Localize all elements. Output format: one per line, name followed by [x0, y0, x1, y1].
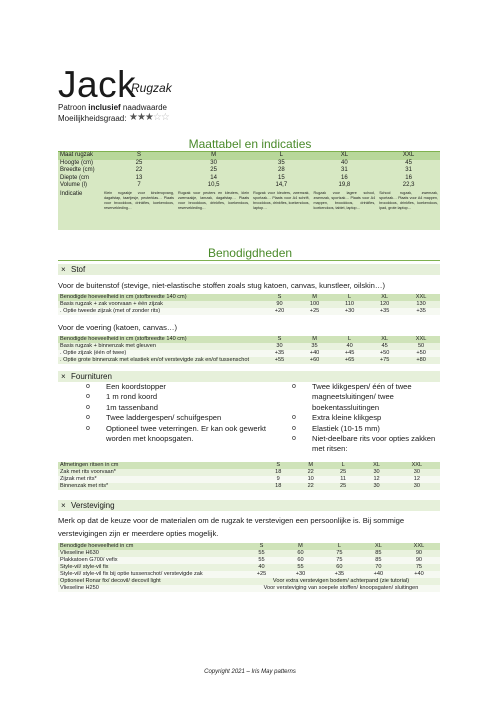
versteviging-header[interactable]: [58, 500, 440, 511]
materials-section-title: Benodigdheden: [207, 246, 293, 260]
table-cell: 75: [398, 564, 440, 571]
size-section-title: Maattabel en indicaties: [188, 137, 312, 151]
table-cell: +50: [402, 350, 440, 357]
table-cell: 13: [135, 174, 143, 181]
page-subtitle: Rugzak: [131, 81, 172, 95]
fournituren-list-left: [86, 382, 271, 444]
indication-row: [58, 190, 440, 230]
table-cell: 70: [359, 564, 398, 571]
pattern-info-suffix: naadwaarde: [120, 103, 167, 112]
table-cell: +40: [359, 571, 398, 578]
table-header-cell: XL: [359, 543, 398, 550]
table-cell: 12: [394, 476, 440, 483]
table-cell: . Optie zijzak (één of twee): [58, 350, 262, 357]
table-header-row: [58, 294, 440, 301]
table-cell: 22: [135, 167, 143, 173]
table-cell: 10,5: [207, 182, 220, 188]
table-cell: +75: [367, 357, 402, 364]
table-cell: 14,7: [275, 182, 288, 188]
pattern-info-prefix: Patroon: [58, 103, 89, 112]
table-cell: Zijzak met rits*: [58, 476, 262, 483]
table-cell: +25: [242, 571, 281, 578]
indication-cell: Rugzak voor kleuters, zwemzak, sportzak… Plaats voor A4 schrift, brooddoos, drinkfles, koekendoos, laptop…: [253, 190, 310, 210]
table-cell: +40: [297, 350, 332, 357]
table-cell: Optioneel Ronar fix/ decovil/ decovil light: [58, 578, 242, 585]
table-header-cell: XL: [312, 152, 378, 160]
table-cell: +30: [332, 308, 367, 315]
table-header-cell: XL: [367, 294, 402, 301]
table-header-cell: XXL: [402, 294, 440, 301]
indication-cell: Klein rugzakje voor kinderopvang, dagafstap, taartjesje, peuterklas… Plaats voor brooddoos, drinkfles, koekendoos, reservekleding…: [104, 190, 174, 210]
pattern-info: [58, 103, 167, 112]
table-row: [58, 476, 440, 483]
table-header-row: [58, 462, 440, 469]
table-header-cell: M: [176, 152, 251, 160]
table-cell: 19,8: [338, 182, 351, 188]
table-cell: +40: [398, 571, 440, 578]
table-header-cell: L: [251, 152, 311, 160]
table-header-cell: M: [297, 294, 332, 301]
table-header-cell: L: [332, 294, 367, 301]
table-cell: 30: [359, 469, 393, 476]
table-row: [58, 557, 440, 564]
indication-cell: School rugzak, zwemzak, sportzak… Plaats voor A4 mappen, brooddoos, drinkfles, koekendoos, ipad, grote laptop…: [379, 190, 438, 210]
table-cell: +45: [332, 350, 367, 357]
fournituren-header[interactable]: [58, 371, 440, 382]
table-cell: 16: [341, 174, 348, 181]
table-header-row: [58, 543, 440, 550]
table-header-cell: S: [102, 152, 176, 160]
table-cell: 120: [367, 301, 402, 308]
table-cell: 25: [210, 167, 217, 173]
outer-fabric-table: [58, 294, 440, 315]
lining-intro: Voor de voering (katoen, canvas…): [58, 323, 178, 332]
table-row: [58, 564, 440, 571]
table-cell: 11: [327, 476, 359, 483]
difficulty-label: Moeilijkheidsgraad:: [58, 114, 127, 123]
table-cell: Plakkatoen G700/ vefix: [58, 557, 242, 564]
table-header-cell: L: [320, 543, 359, 550]
table-cell: 50: [402, 343, 440, 350]
table-cell: 30: [210, 159, 217, 166]
table-header-cell: Benodigde hoeveelheid in cm (stofbreedte 140 cm): [58, 294, 262, 301]
table-header-cell: Afmetingen ritsen in cm: [58, 462, 262, 469]
copyright-footer: Copyright 2021 – Iris May patterns: [204, 669, 296, 675]
table-cell: Voor versteviging van soepele stoffen/ knoopsgaten/ sluitingen: [242, 585, 440, 592]
table-cell: Style-vil/ style-vil fix bij optie tussenschot/ verstevigde zak: [58, 571, 242, 578]
table-cell: 9: [262, 476, 294, 483]
table-cell: . Optie tweede zijzak (met of zonder rits): [58, 308, 262, 315]
table-cell: 31: [341, 167, 348, 173]
table-row: [58, 578, 440, 585]
table-cell: 85: [359, 557, 398, 564]
list-item: o Elastiek (10-15 mm): [292, 424, 442, 434]
versteviging-label: Versteviging: [71, 501, 115, 510]
table-cell: Hoogte (cm): [60, 159, 94, 166]
table-cell: +35: [402, 308, 440, 315]
table-cell: 55: [281, 564, 320, 571]
table-cell: 22: [294, 483, 326, 490]
collapse-icon: ×: [61, 501, 66, 510]
table-header-cell: M: [294, 462, 326, 469]
table-cell: 60: [281, 557, 320, 564]
table-cell: 45: [367, 343, 402, 350]
table-cell: Voor extra verstevigen bodem/ achterpand (zie tutorial): [242, 578, 440, 585]
table-header-cell: XXL: [398, 543, 440, 550]
outer-fabric-intro: Voor de buitenstof (stevige, niet-elastische stoffen zoals stug katoen, canvas, kunstleer, oilskin…): [58, 281, 385, 290]
table-cell: 40: [332, 343, 367, 350]
table-cell: 28: [278, 167, 285, 173]
table-cell: 90: [398, 557, 440, 564]
table-cell: 75: [320, 550, 359, 557]
stof-header[interactable]: [58, 264, 440, 275]
table-row: [58, 308, 440, 315]
list-item: o 1 m rond koord: [86, 392, 271, 402]
table-cell: 100: [297, 301, 332, 308]
table-cell: 130: [402, 301, 440, 308]
table-header-cell: M: [297, 336, 332, 343]
table-cell: Binnenzak met rits*: [58, 483, 262, 490]
table-header-cell: S: [242, 543, 281, 550]
versteviging-intro: Merk op dat de keuze voor de materialen om de rugzak te verstevigen een persoonlijke is. Bij sommige verstevigingen zijn er meerdere opties mogelijk.: [58, 516, 405, 538]
table-cell: +30: [281, 571, 320, 578]
table-cell: +35: [367, 308, 402, 315]
table-header-cell: XXL: [377, 152, 440, 160]
table-cell: Basis rugzak + zak voorvaan + één zijzak: [58, 301, 262, 308]
table-header-cell: L: [327, 462, 359, 469]
table-cell: 30: [394, 483, 440, 490]
table-cell: 45: [405, 159, 412, 166]
table-header-cell: S: [262, 462, 294, 469]
list-item: o Niet-deelbare rits voor opties zakken met ritsen:: [292, 434, 442, 455]
table-row: [58, 469, 440, 476]
table-cell: +20: [262, 308, 297, 315]
table-cell: Diepte (cm: [60, 174, 90, 181]
table-cell: 110: [332, 301, 367, 308]
table-cell: 12: [359, 476, 393, 483]
table-cell: Vlieseline H250: [58, 585, 242, 592]
table-header-cell: M: [281, 543, 320, 550]
table-cell: 22,3: [402, 182, 415, 188]
table-cell: 16: [405, 174, 412, 181]
table-cell: . Optie grote binnenzak met elastiek en/of verstevigde zak en/of tussenschot: [58, 357, 262, 364]
table-cell: 55: [242, 557, 281, 564]
table-cell: 60: [320, 564, 359, 571]
table-cell: +25: [297, 308, 332, 315]
table-header-cell: XL: [359, 462, 393, 469]
lining-table: [58, 336, 440, 364]
indication-label: Indicatie: [60, 190, 83, 197]
list-item: o Optioneel twee veterringen. Er kan ook gewerkt worden met knoopsgaten.: [86, 424, 271, 445]
table-cell: 90: [262, 301, 297, 308]
table-cell: 18: [262, 469, 294, 476]
table-cell: 30: [262, 343, 297, 350]
fournituren-label: Fournituren: [71, 372, 112, 381]
table-cell: 40: [242, 564, 281, 571]
table-row: [58, 550, 440, 557]
star-empty-icon: ☆☆: [152, 112, 169, 123]
table-cell: 7: [137, 182, 141, 188]
table-cell: 55: [242, 550, 281, 557]
table-cell: +50: [367, 350, 402, 357]
table-header-cell: S: [262, 294, 297, 301]
table-cell: Zak met rits voorvaan*: [58, 469, 262, 476]
collapse-icon: ×: [61, 372, 66, 381]
table-cell: Vlieseline H630: [58, 550, 242, 557]
fournituren-list-right: [292, 382, 442, 455]
list-item: o Twee klikgespen/ één of twee magneetsluitingen/ twee boekentassluitingen: [292, 382, 442, 413]
table-header-cell: S: [262, 336, 297, 343]
table-header-row: [58, 336, 440, 343]
list-item: o Twee laddergespen/ schuifgespen: [86, 413, 271, 423]
indication-cell: Rugzak voor peuters en kleuters, klein zwemzakje, lamzak, dagafstap… Plaats voor brooddoos, drinkfles, koekendoos, reservekleding…: [178, 190, 250, 210]
difficulty-stars: [129, 112, 169, 123]
table-row: [58, 357, 440, 364]
size-table: [58, 152, 440, 230]
table-cell: 18: [262, 483, 294, 490]
table-cell: 22: [294, 469, 326, 476]
table-header-cell: Benodigde hoeveelheid in cm: [58, 543, 242, 550]
table-cell: Basis rugzak + binnenzak met gleuven: [58, 343, 262, 350]
table-cell: +80: [402, 357, 440, 364]
pattern-info-bold: inclusief: [88, 103, 121, 112]
collapse-icon: ×: [61, 265, 66, 274]
stof-label: Stof: [71, 265, 86, 274]
table-cell: +55: [262, 357, 297, 364]
table-cell: 85: [359, 550, 398, 557]
table-cell: +60: [297, 357, 332, 364]
table-row: [58, 167, 440, 175]
table-cell: 30: [394, 469, 440, 476]
table-row: [58, 301, 440, 308]
table-cell: +35: [320, 571, 359, 578]
table-row: [58, 343, 440, 350]
table-cell: 35: [297, 343, 332, 350]
table-cell: 40: [341, 159, 348, 166]
table-row: [58, 483, 440, 490]
indication-cell: Rugzak voor lagere school, zwemzak, sportzak… Plaats voor A4 mappen, brooddoos, drinkfles, koekendoos, tablet, laptop…: [313, 190, 376, 210]
page-title: Jack: [58, 64, 137, 105]
table-row: [58, 585, 440, 592]
table-cell: 25: [327, 469, 359, 476]
table-row: [58, 571, 440, 578]
table-header-row: [58, 152, 440, 160]
table-header-cell: XL: [367, 336, 402, 343]
list-item: o Een koordstopper: [86, 382, 271, 392]
table-cell: Breedte (cm): [60, 167, 95, 173]
table-cell: 31: [405, 167, 412, 173]
table-cell: 25: [135, 159, 143, 166]
table-row: [58, 350, 440, 357]
table-row: [58, 182, 440, 190]
table-header-cell: L: [332, 336, 367, 343]
table-cell: 35: [278, 159, 285, 166]
table-row: [58, 160, 440, 168]
table-cell: 90: [398, 550, 440, 557]
section-divider: [58, 260, 440, 261]
table-cell: Style-vil/ style-vil fix: [58, 564, 242, 571]
table-header-cell: XXL: [402, 336, 440, 343]
table-cell: 14: [210, 174, 217, 181]
table-cell: 25: [327, 483, 359, 490]
versteviging-table: [58, 543, 440, 592]
table-header-cell: XXL: [394, 462, 440, 469]
table-cell: +35: [262, 350, 297, 357]
table-header-cell: Maat rugzak: [58, 152, 102, 160]
zip-table: [58, 462, 440, 490]
list-item: o 1m tassenband: [86, 403, 271, 413]
list-item: o Extra kleine klikgesp: [292, 413, 442, 423]
table-cell: 15: [278, 174, 285, 181]
table-cell: 10: [294, 476, 326, 483]
table-cell: Volume (l): [60, 182, 88, 188]
table-cell: +65: [332, 357, 367, 364]
table-row: [58, 175, 440, 183]
table-cell: 30: [359, 483, 393, 490]
star-filled-icon: ★★★: [129, 112, 153, 123]
table-cell: 75: [320, 557, 359, 564]
table-header-cell: Benodigde hoeveelheid in cm (stofbreedte 140 cm): [58, 336, 262, 343]
table-cell: 60: [281, 550, 320, 557]
